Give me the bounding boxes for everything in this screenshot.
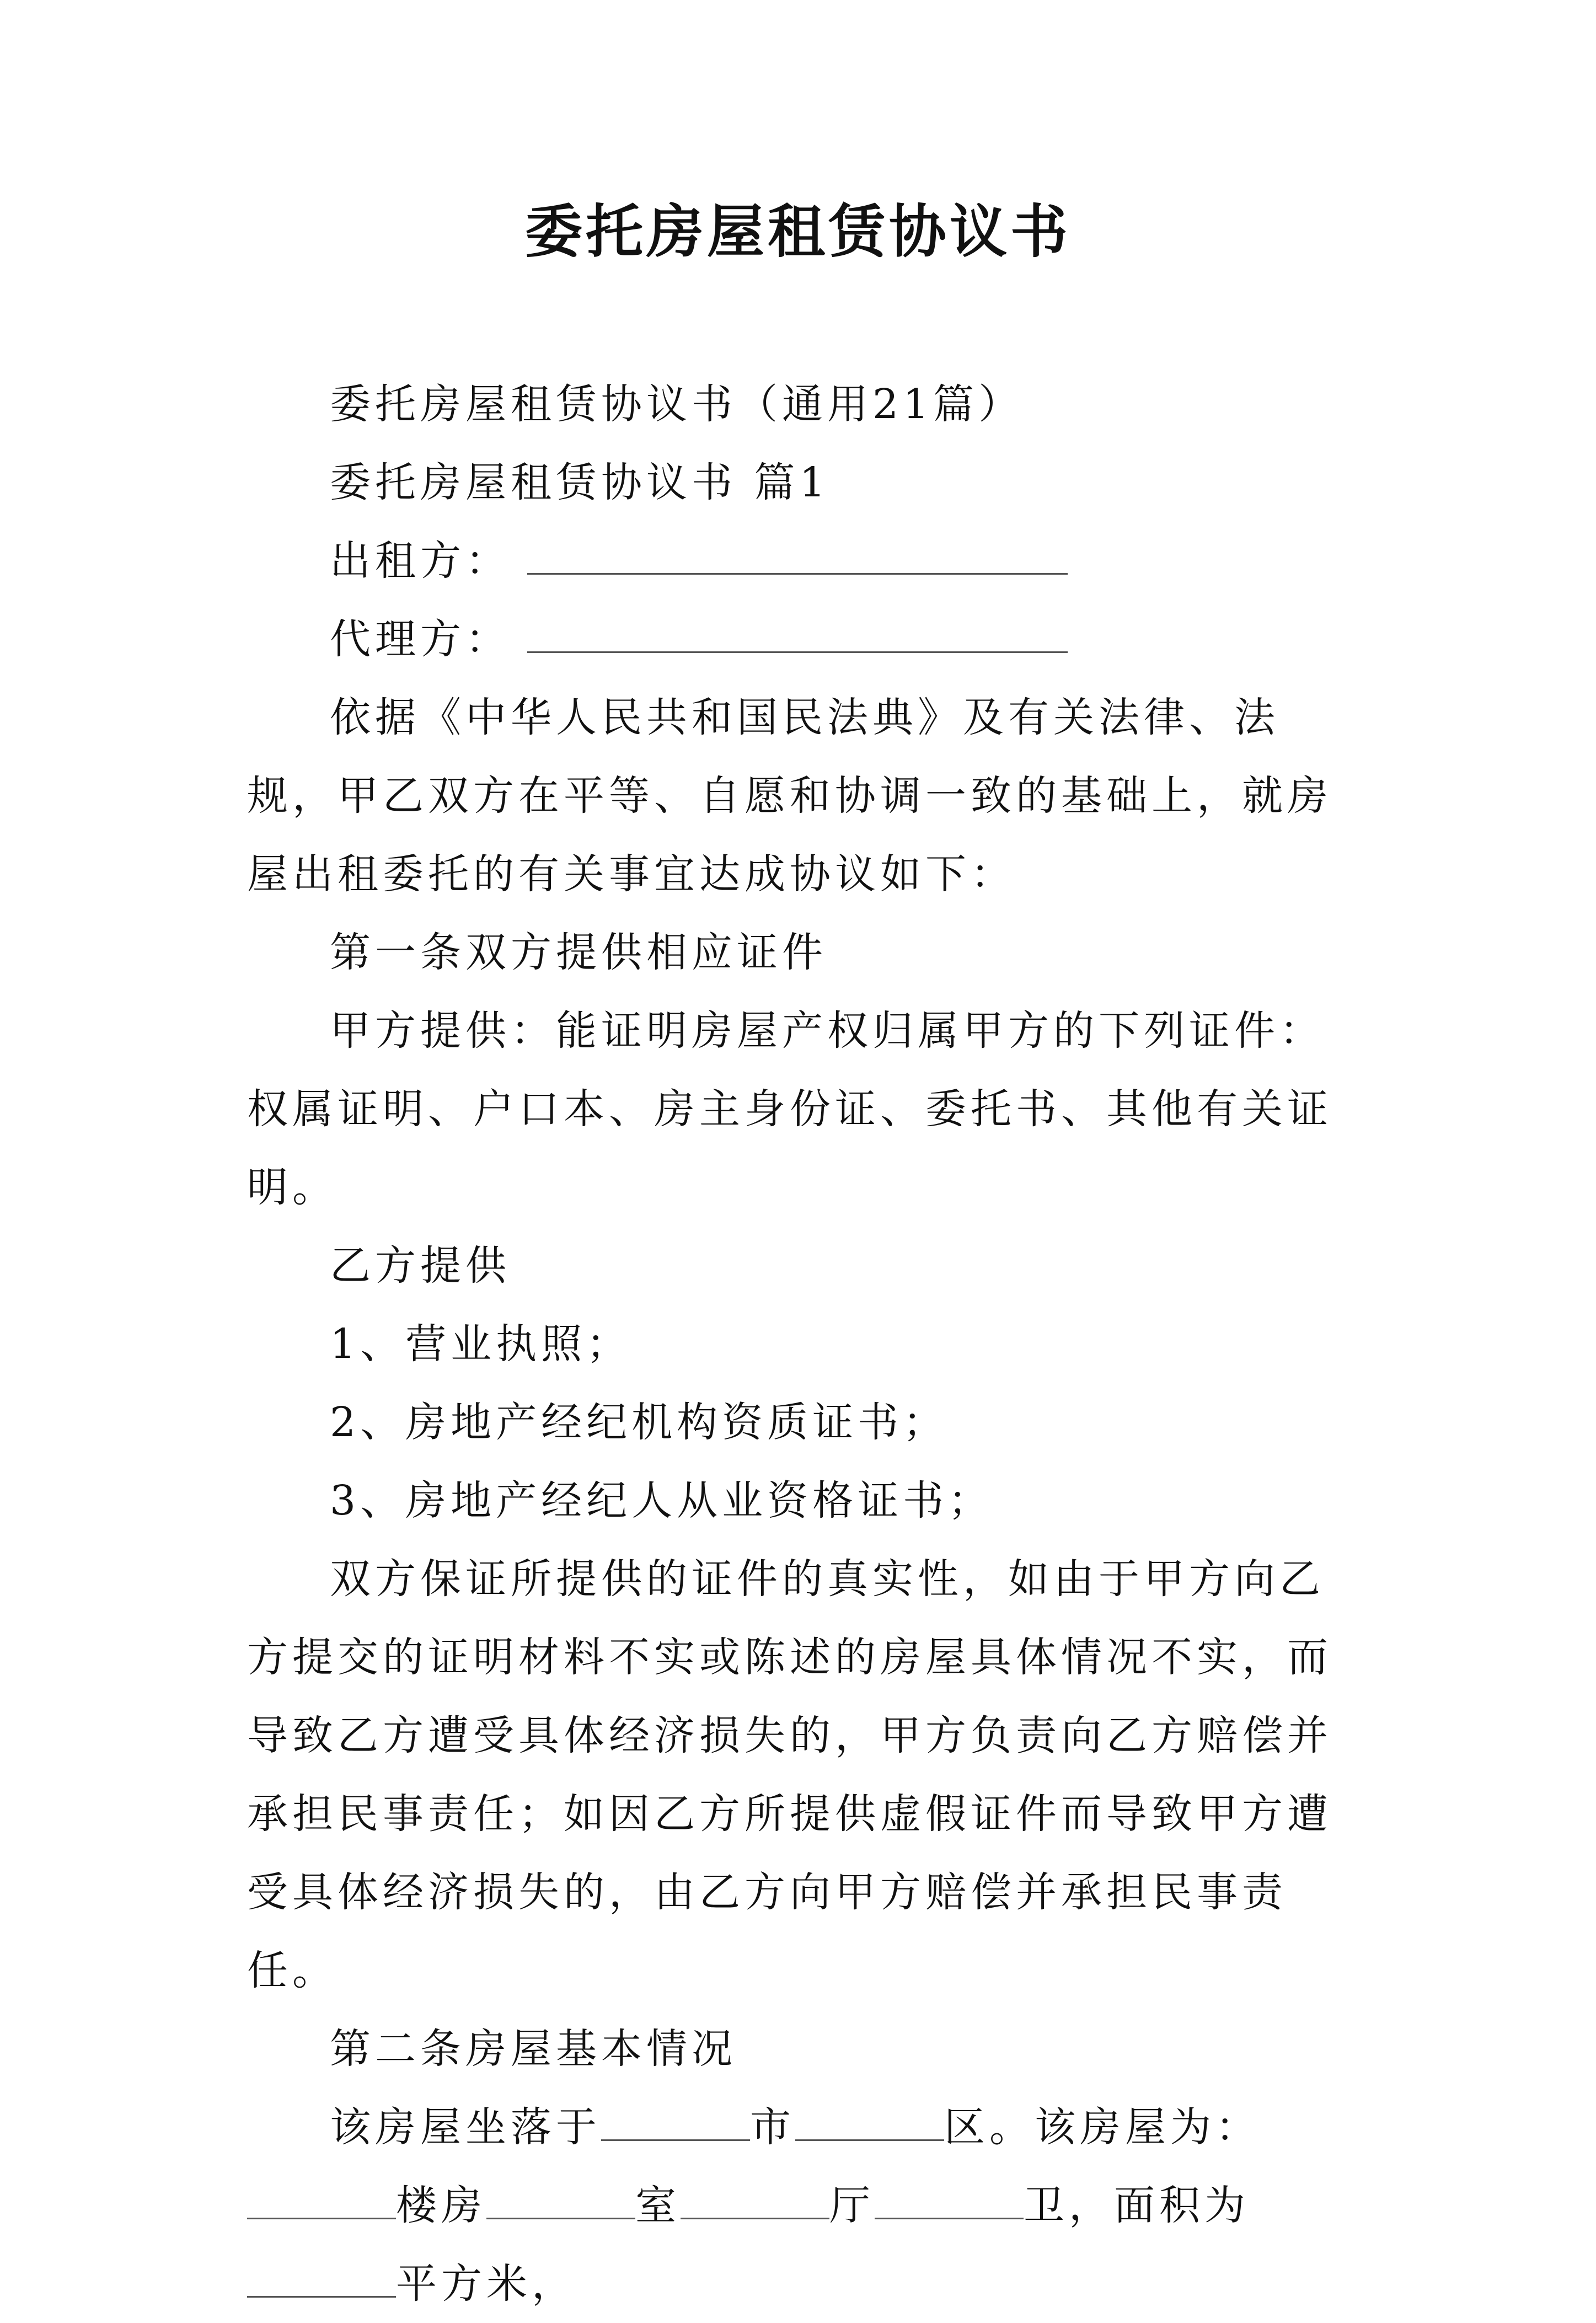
paragraph-house-info	[247, 2088, 1350, 2323]
house-type-blank	[247, 2181, 396, 2219]
square-meter-label: 平方米，	[396, 2260, 577, 2308]
building-label: 楼房	[396, 2182, 486, 2229]
district-label: 区。该房屋为：	[944, 2103, 1261, 2151]
lessor-label: 出租方：	[330, 537, 511, 585]
paragraph-section-heading: 委托房屋租赁协议书 篇1	[330, 459, 830, 506]
district-blank	[795, 2103, 944, 2141]
list-item-2: 2、房地产经纪机构资质证书；	[330, 1399, 949, 1446]
halls-blank	[681, 2181, 829, 2219]
halls-label: 厅	[829, 2182, 875, 2229]
rooms-blank	[486, 2181, 635, 2219]
rooms-label: 室	[635, 2182, 681, 2229]
area-label: 卫，面积为	[1024, 2182, 1250, 2229]
list-item-3: 3、房地产经纪人从业资格证书；	[330, 1477, 994, 1524]
agent-label: 代理方：	[330, 615, 511, 663]
baths-blank	[875, 2181, 1024, 2219]
city-label: 市	[750, 2103, 795, 2151]
house-location-label: 该房屋坐落于	[330, 2103, 601, 2151]
paragraph-article-1: 第一条双方提供相应证件	[330, 929, 827, 976]
paragraph-agent	[247, 600, 1350, 678]
paragraph-party-b-provides: 乙方提供	[330, 1242, 511, 1289]
paragraph-intro: 依据《中华人民共和国民法典》及有关法律、法规，甲乙双方在平等、自愿和协调一致的基础上，就房屋出租委托的有关事宜达成协议如下：	[247, 694, 1332, 898]
paragraph-article-2: 第二条房屋基本情况	[330, 2025, 737, 2073]
list-item-1: 1、营业执照；	[330, 1320, 632, 1368]
paragraph-lessor	[247, 522, 1350, 600]
city-blank	[601, 2103, 750, 2141]
document-body	[247, 365, 1350, 2323]
paragraph-subtitle: 委托房屋租赁协议书（通用21篇）	[330, 381, 1024, 428]
agent-blank	[527, 615, 1068, 653]
paragraph-party-a-documents: 甲方提供：能证明房屋产权归属甲方的下列证件：权属证明、户口本、房主身份证、委托书、其他有关证明。	[247, 1007, 1332, 1211]
document-title: 委托房屋租赁协议书	[524, 197, 1071, 265]
paragraph-guarantee: 双方保证所提供的证件的真实性，如由于甲方向乙方提交的证明材料不实或陈述的房屋具体情况不实，而导致乙方遭受具体经济损失的，甲方负责向乙方赔偿并承担民事责任；如因乙方所提供虚假证件而导致甲方遭受具体经济损失的，由乙方向甲方赔偿并承担民事责任。	[247, 1555, 1332, 1994]
area-blank	[247, 2260, 396, 2298]
lessor-blank	[527, 537, 1068, 575]
